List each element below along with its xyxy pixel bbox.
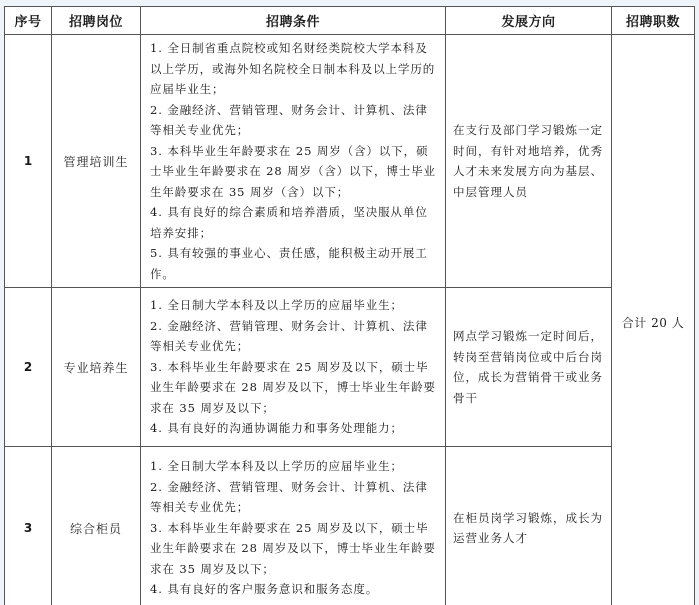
requirement-item: 4. 具有良好的客户服务意识和服务态度。: [150, 582, 379, 597]
requirement-item: 3. 本科毕业生年龄要求在 25 周岁及以下，硕士毕业生年龄要求在 28 周岁及以下，博士毕业生年龄要求在 35 周岁及以下；: [150, 359, 436, 415]
row-position: 综合柜员: [52, 447, 141, 605]
row-requirements: [141, 447, 446, 605]
row-index: 3: [5, 447, 52, 605]
row-direction: 网点学习锻炼一定时间后，转岗至营销岗位或中后台岗位，成长为营销骨干或业务骨干: [446, 288, 612, 447]
header-direction: 发展方向: [446, 7, 612, 35]
requirement-item: 3. 本科毕业生年龄要求在 25 周岁及以下，硕士毕业生年龄要求在 28 周岁及以下，博士毕业生年龄要求在 35 周岁及以下；: [150, 520, 436, 576]
requirement-item: 1. 全日制省重点院校或知名财经类院校大学本科及以上学历，或海外知名院校全日制本科及以上学历的应届毕业生；: [150, 41, 436, 96]
table-row: [5, 288, 695, 447]
table-header-row: [5, 7, 695, 35]
header-requirements: 招聘条件: [141, 7, 446, 35]
row-direction: 在柜员岗学习锻炼，成长为运营业务人才: [446, 447, 612, 605]
header-headcount: 招聘职数: [612, 7, 695, 35]
row-requirements: [141, 35, 446, 288]
table-row: [5, 447, 695, 605]
requirement-item: 1. 全日制大学本科及以上学历的应届毕业生；: [150, 298, 403, 313]
header-index: 序号: [5, 7, 52, 35]
requirement-item: 2. 金融经济、营销管理、财务会计、计算机、法律等相关专业优先；: [150, 479, 428, 515]
requirement-item: 2. 金融经济、营销管理、财务会计、计算机、法律等相关专业优先；: [150, 102, 428, 137]
requirement-item: 1. 全日制大学本科及以上学历的应届毕业生；: [150, 459, 403, 474]
row-index: 2: [5, 288, 52, 447]
table-row: [5, 35, 695, 288]
requirement-item: 4. 具有良好的综合素质和培养潜质，坚决服从单位培养安排；: [150, 205, 428, 240]
row-direction: 在支行及部门学习锻炼一定时间，有针对地培养，优秀人才未来发展方向为基层、中层管理人员: [446, 35, 612, 288]
requirement-item: 2. 金融经济、营销管理、财务会计、计算机、法律等相关专业优先；: [150, 318, 428, 354]
row-index: 1: [5, 35, 52, 288]
requirement-item: 3. 本科毕业生年龄要求在 25 周岁（含）以下，硕士毕业生年龄要求在 28 周岁（含）以下，博士毕业生年龄要求在 35 周岁（含）以下；: [150, 143, 436, 199]
row-position: 管理培训生: [52, 35, 141, 288]
headcount-total: 合计 20 人: [612, 35, 695, 605]
requirement-item: 5. 具有较强的事业心、责任感，能积极主动开展工作。: [150, 246, 428, 281]
header-position: 招聘岗位: [52, 7, 141, 35]
requirement-item: 4. 具有良好的沟通协调能力和事务处理能力；: [150, 421, 403, 436]
row-requirements: [141, 288, 446, 447]
recruitment-table-container: [4, 6, 694, 599]
recruitment-table: [4, 6, 695, 605]
row-position: 专业培养生: [52, 288, 141, 447]
